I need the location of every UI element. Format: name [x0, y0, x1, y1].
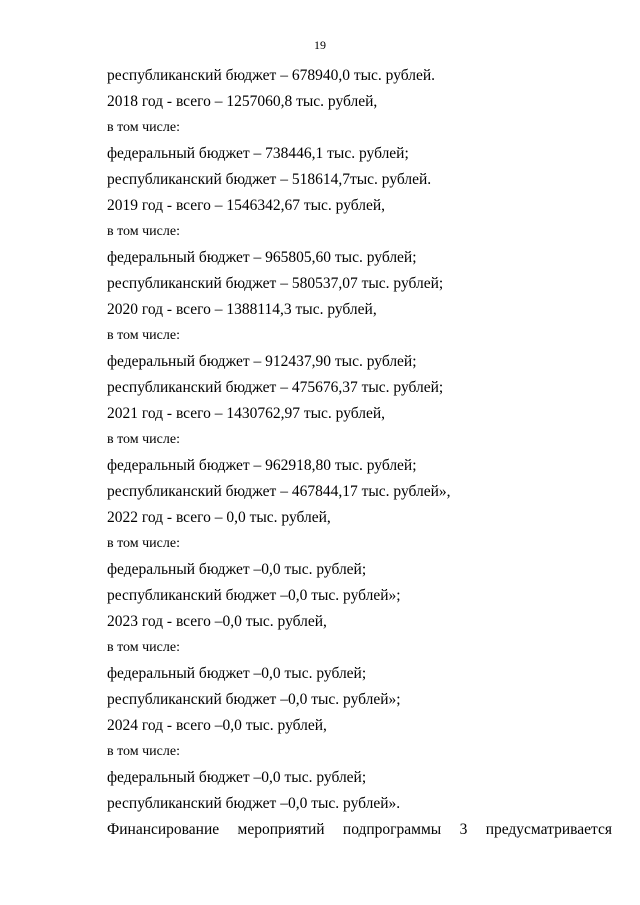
text-line: федеральный бюджет – 912437,90 тыс. рублей;	[107, 353, 417, 370]
text-line: 2021 год - всего – 1430762,97 тыс. рублей,	[107, 405, 386, 422]
text-line: республиканский бюджет –0,0 тыс. рублей»;	[107, 587, 401, 604]
text-line: 2023 год - всего –0,0 тыс. рублей,	[107, 613, 327, 630]
text-line: республиканский бюджет –0,0 тыс. рублей».	[107, 795, 401, 812]
text-line: 2022 год - всего – 0,0 тыс. рублей,	[107, 509, 331, 526]
text-line: федеральный бюджет –0,0 тыс. рублей;	[107, 561, 367, 578]
text-line: республиканский бюджет – 580537,07 тыс. рублей;	[107, 275, 444, 292]
text-line: республиканский бюджет – 467844,17 тыс. рублей»,	[107, 483, 451, 500]
text-line: республиканский бюджет – 475676,37 тыс. рублей;	[107, 379, 444, 396]
text-line: федеральный бюджет – 965805,60 тыс. рублей;	[107, 249, 417, 266]
text-line: федеральный бюджет –0,0 тыс. рублей;	[107, 769, 367, 786]
text-line: федеральный бюджет – 962918,80 тыс. рублей;	[107, 457, 417, 474]
final-line-word: мероприятий	[237, 821, 325, 838]
final-line-word: 3	[459, 821, 468, 838]
text-line: 2018 год - всего – 1257060,8 тыс. рублей,	[107, 93, 378, 110]
text-line: в том числе:	[107, 744, 180, 759]
text-line: 2020 год - всего – 1388114,3 тыс. рублей,	[107, 301, 377, 318]
text-line: республиканский бюджет – 678940,0 тыс. рублей.	[107, 67, 436, 84]
final-paragraph-line	[107, 820, 612, 840]
page-number: 19	[314, 38, 326, 52]
text-line: республиканский бюджет –0,0 тыс. рублей»;	[107, 691, 401, 708]
final-line-word: предусматривается	[485, 821, 612, 838]
budget-text-block	[107, 66, 612, 820]
text-line: в том числе:	[107, 432, 180, 447]
text-line: в том числе:	[107, 120, 180, 135]
text-line: федеральный бюджет –0,0 тыс. рублей;	[107, 665, 367, 682]
text-line: республиканский бюджет – 518614,7тыс. рублей.	[107, 171, 432, 188]
text-line: в том числе:	[107, 224, 180, 239]
text-line: 2019 год - всего – 1546342,67 тыс. рублей,	[107, 197, 386, 214]
text-line: в том числе:	[107, 640, 180, 655]
text-line: 2024 год - всего –0,0 тыс. рублей,	[107, 717, 327, 734]
text-line: в том числе:	[107, 536, 180, 551]
text-line: в том числе:	[107, 328, 180, 343]
text-line: федеральный бюджет – 738446,1 тыс. рублей;	[107, 145, 409, 162]
final-line-word: Финансирование	[107, 821, 220, 838]
final-line-word: подпрограммы	[342, 821, 442, 838]
